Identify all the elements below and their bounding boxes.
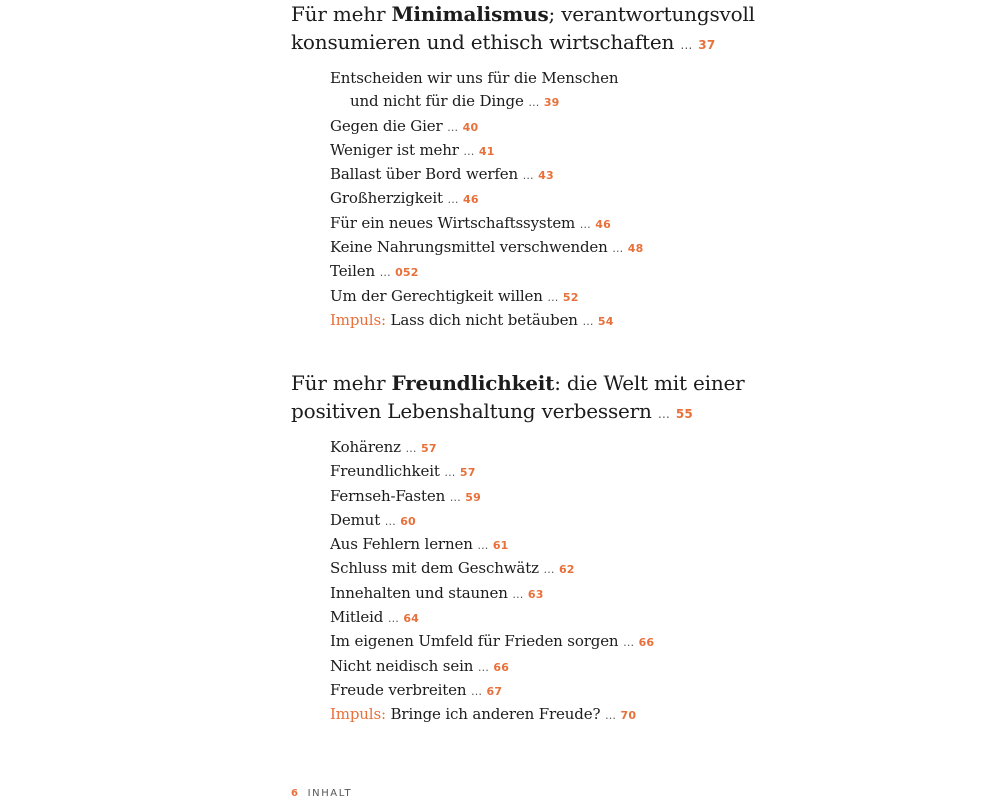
toc-entry[interactable] <box>330 187 791 211</box>
entry-title: Keine Nahrungsmittel verschwenden <box>330 238 608 257</box>
toc-entry[interactable] <box>330 212 791 236</box>
page-number: 63 <box>527 587 544 601</box>
heading-keyword: Freundlichkeit <box>391 371 555 395</box>
page-number: 40 <box>462 120 479 134</box>
entry-title: Weniger ist mehr <box>330 140 459 159</box>
page-number: 59 <box>465 490 481 504</box>
leader-dots: … <box>463 144 475 158</box>
leader-dots: … <box>449 490 461 504</box>
page-number: 39 <box>543 96 560 110</box>
toc-section-freundlichkeit <box>291 369 791 728</box>
leader-dots: … <box>444 466 456 480</box>
heading-prefix: Für mehr <box>291 371 392 395</box>
toc-entry[interactable] <box>330 509 791 533</box>
page-number: 52 <box>562 290 579 304</box>
entry-title: Freude verbreiten <box>330 680 467 699</box>
toc-entry[interactable] <box>330 582 791 606</box>
section-heading <box>291 369 791 428</box>
leader-dots: … <box>447 120 459 134</box>
toc-entry[interactable] <box>330 485 791 509</box>
toc-entry[interactable] <box>330 67 791 115</box>
entry-title: Nicht neidisch sein <box>330 656 474 675</box>
toc-entry[interactable] <box>330 260 791 284</box>
leader-dots: … <box>470 684 482 698</box>
entry-title: Für ein neues Wirtschaftssystem <box>330 213 576 232</box>
leader-dots: … <box>657 407 670 421</box>
page-number: 55 <box>675 407 693 421</box>
page-number: 66 <box>638 636 655 650</box>
entry-title: Aus Fehlern lernen <box>330 535 473 554</box>
toc-entry[interactable] <box>330 236 791 260</box>
leader-dots: … <box>623 636 634 650</box>
entry-title: Mitleid <box>330 608 384 627</box>
toc-entry[interactable] <box>330 139 791 163</box>
page-number: 61 <box>492 539 509 553</box>
impuls-label: Impuls: <box>330 310 386 329</box>
toc-section-minimalismus <box>291 0 791 333</box>
heading-rest: ; verantwortungsvoll <box>548 2 755 26</box>
toc-entry[interactable] <box>330 679 791 703</box>
heading-line2: konsumieren und ethisch wirtschaften <box>291 30 675 54</box>
entry-title: Innehalten und staunen <box>330 583 508 602</box>
page-number: 43 <box>538 169 554 183</box>
page-number: 46 <box>463 193 479 207</box>
leader-dots: … <box>528 96 540 110</box>
page-number: 48 <box>627 242 644 256</box>
page-number: 60 <box>400 514 416 528</box>
page-number: 052 <box>395 266 419 280</box>
leader-dots: … <box>512 587 524 601</box>
page-number: 46 <box>595 217 611 231</box>
heading-line2: positiven Lebenshaltung verbessern <box>291 399 652 423</box>
leader-dots: … <box>522 169 534 183</box>
entry-title: Großherzigkeit <box>330 189 443 208</box>
leader-dots: … <box>387 612 399 626</box>
entry-title: Ballast über Bord werfen <box>330 165 519 184</box>
page-number: 62 <box>558 563 575 577</box>
toc-entry[interactable] <box>330 115 791 139</box>
toc-entry[interactable] <box>330 436 791 460</box>
leader-dots: … <box>447 193 459 207</box>
leader-dots: … <box>405 442 417 455</box>
leader-dots: … <box>579 217 591 231</box>
heading-rest: : die Welt mit einer <box>554 371 745 395</box>
footer-page-number: 6 <box>291 788 300 799</box>
toc-entry[interactable] <box>330 163 791 187</box>
toc-entry[interactable] <box>330 533 791 557</box>
entry-title: Schluss mit dem Geschwätz <box>330 559 539 578</box>
page-number: 54 <box>597 314 614 328</box>
toc-entry[interactable] <box>330 557 791 581</box>
entry-title: Fernseh-Fasten <box>330 486 446 505</box>
heading-keyword: Minimalismus <box>391 2 549 26</box>
page-number: 57 <box>420 442 437 455</box>
page-number: 66 <box>493 660 510 674</box>
toc-entry[interactable] <box>330 655 791 679</box>
leader-dots: … <box>477 660 489 674</box>
entry-list <box>291 67 791 333</box>
leader-dots: … <box>582 314 594 328</box>
page-number: 67 <box>486 684 503 698</box>
page-number: 64 <box>403 612 420 626</box>
page-number: 41 <box>478 144 495 158</box>
leader-dots: … <box>477 539 489 553</box>
toc-entry[interactable] <box>330 606 791 630</box>
section-heading <box>291 0 791 59</box>
toc-entry[interactable] <box>330 285 791 309</box>
entry-title: Freundlichkeit <box>330 462 440 481</box>
entry-title: Um der Gerechtigkeit willen <box>330 286 543 305</box>
leader-dots: … <box>543 563 555 577</box>
footer-label: INHALT <box>307 788 353 799</box>
entry-title: Teilen <box>330 262 375 281</box>
entry-title: Lass dich nicht betäuben <box>390 310 578 329</box>
entry-title-line2: und nicht für die Dinge <box>350 92 524 111</box>
entry-title: Im eigenen Umfeld für Frieden sorgen <box>330 632 619 651</box>
entry-title: Demut <box>330 510 381 529</box>
entry-list <box>291 436 791 728</box>
toc-entry-impuls[interactable] <box>330 703 791 727</box>
heading-prefix: Für mehr <box>291 2 392 26</box>
toc-entry-impuls[interactable] <box>330 309 791 333</box>
leader-dots: … <box>605 709 616 723</box>
entry-title-line1: Entscheiden wir uns für die Menschen <box>330 69 619 87</box>
toc-entry[interactable] <box>330 460 791 484</box>
leader-dots: … <box>384 514 396 528</box>
leader-dots: … <box>680 38 693 52</box>
page-number: 57 <box>459 466 476 480</box>
page-number: 37 <box>698 38 716 52</box>
page-footer <box>291 788 352 799</box>
leader-dots: … <box>547 290 559 304</box>
leader-dots: … <box>612 242 624 256</box>
page-number: 70 <box>620 709 637 723</box>
impuls-label: Impuls: <box>330 705 386 724</box>
entry-title: Gegen die Gier <box>330 116 443 135</box>
entry-title: Kohärenz <box>330 438 401 456</box>
toc-entry[interactable] <box>330 630 791 654</box>
entry-title: Bringe ich anderen Freude? <box>390 705 601 724</box>
leader-dots: … <box>379 266 391 280</box>
